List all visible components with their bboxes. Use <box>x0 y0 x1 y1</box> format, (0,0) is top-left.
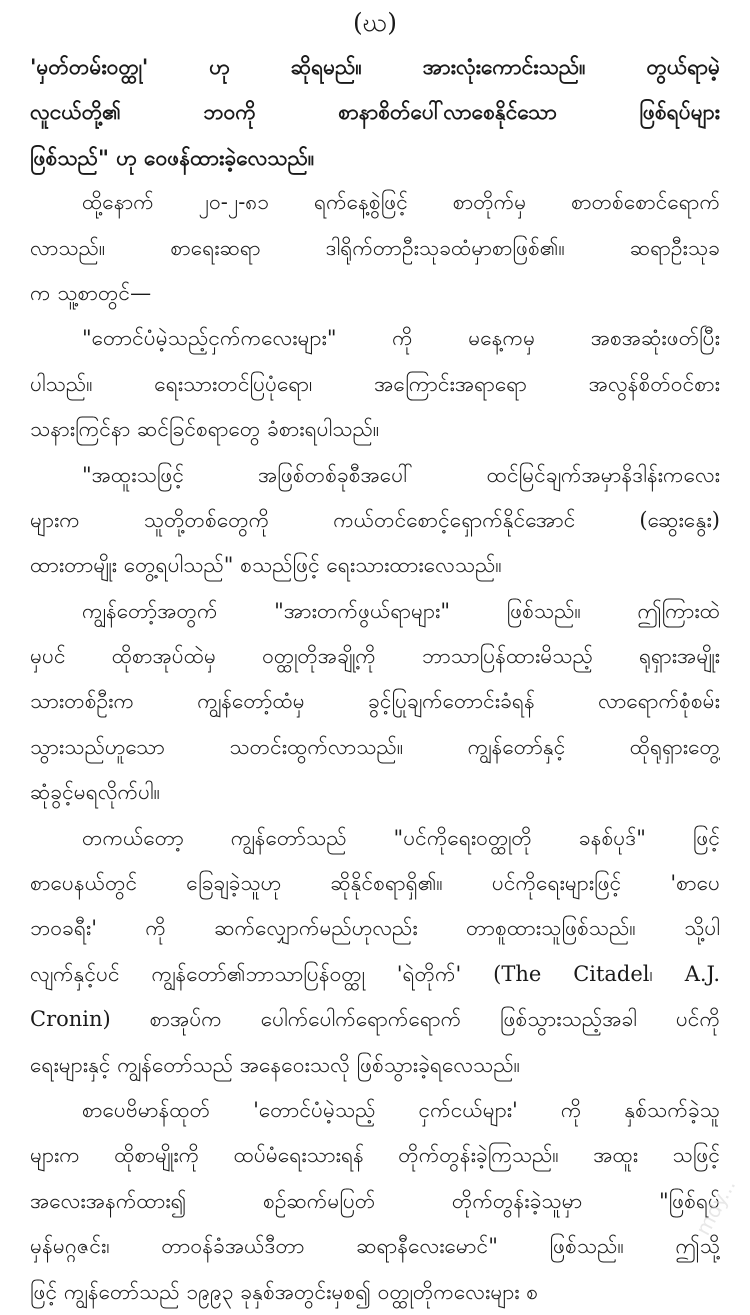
text-line: ဖြစ်သည်" ဟု ဝေဖန်ထားခဲ့လေသည်။ <box>30 144 315 170</box>
text-line: လျက်နှင့်ပင် ကျွန်တော်၏ဘာသာပြန်ဝတ္ထု 'ရဲတိုက်' (The Citadel၊ A.J. <box>30 961 720 986</box>
text-line: မှန်မဂ္ဂဇင်း၊ တာဝန်ခံအယ်ဒီတာ ဆရာနီလေးမောင်" ဖြစ်သည်။ ဤသို့ <box>30 1234 720 1259</box>
text-line: ဆုံခွင့်မရလိုက်ပါ။ <box>30 780 161 805</box>
text-line: စာပေဗိမာန်ထုတ် 'တောင်ပံမဲ့သည့် ငှက်ငယ်များ' ကို နှစ်သက်ခဲ့သူ <box>82 1097 720 1122</box>
watermark: mdy... <box>690 1174 740 1240</box>
text-line: အလေးအနက်ထား၍ စဉ်ဆက်မပြတ် တိုက်တွန်းခဲ့သူမှာ "ဖြစ်ရပ် <box>30 1188 720 1213</box>
text-line: ပါသည်။ ရေးသားတင်ပြပုံရော၊ အကြောင်းအရာရော အလွန်စိတ်ဝင်စား <box>30 371 720 396</box>
text-line: မှပင် ထိုစာအုပ်ထဲမှ ဝတ္ထုတိုအချို့ကို ဘာသာပြန်ထားမိသည့် ရုရှားအမျိုး <box>30 644 720 669</box>
text-line: များက ထိုစာမျိုးကို ထပ်မံရေးသားရန် တိုက်တွန်းခဲ့ကြသည်။ အထူး သဖြင့် <box>30 1143 720 1168</box>
text-line: စာပေနယ်တွင် ခြေချခဲ့သူဟု ဆိုနိုင်စရာရှိ၏။ ပင်ကိုရေးများဖြင့် 'စာပေ <box>30 871 720 896</box>
text-line: ထားတာမျိုး တွေ့ရပါသည်" စသည်ဖြင့် ရေးသားထားလေသည်။ <box>30 553 502 578</box>
text-line: "တောင်ပံမဲ့သည့်ငှက်ကလေးများ" ကို မနေ့ကမှ အစအဆုံးဖတ်ပြီး <box>82 326 720 351</box>
text-line: သွားသည်ဟူသော သတင်းထွက်လာသည်။ ကျွန်တော်နှင့် ထိုရုရှားတွေ့ <box>30 734 720 759</box>
text-line: 'မှတ်တမ်းဝတ္ထု' ဟု ဆိုရမည်။ အားလုံးကောင်းသည်။ တွယ်ရာမဲ့ <box>30 54 720 79</box>
text-line: က သူ့စာတွင်— <box>30 280 152 305</box>
text-line: ထို့နောက် ၂၀-၂-၈၁ ရက်နေ့စွဲဖြင့် စာတိုက်မှ စာတစ်စောင်ရောက် <box>82 190 720 215</box>
page-number: (ဃ) <box>353 8 397 37</box>
text-line: Cronin) စာအုပ်က ပေါက်ပေါက်ရောက်ရောက် ဖြစ်သွားသည့်အခါ ပင်ကို <box>30 1007 720 1032</box>
text-line: ကျွန်တော့်အတွက် "အားတက်ဖွယ်ရာများ" ဖြစ်သည်။ ဤကြားထဲ <box>82 598 720 623</box>
text-line: သားတစ်ဦးက ကျွန်တော့်ထံမှ ခွင့်ပြုချက်တောင်းခံရန် လာရောက်စုံစမ်း <box>30 689 720 714</box>
text-line: ဖြင့် ကျွန်တော်သည် ၁၉၉၃ ခုနှစ်အတွင်းမှစ၍ ဝတ္ထုတိုကလေးများ စ <box>30 1279 539 1304</box>
text-line: ဘဝခရီး' ကို ဆက်လျှောက်မည်ဟုလည်း တာစူထားသူဖြစ်သည်။ သို့ပါ <box>30 916 720 941</box>
text-line: တကယ်တော့ ကျွန်တော်သည် "ပင်ကိုရေးဝတ္ထုတို ခနစ်ပုဒ်" ဖြင့် <box>82 825 720 850</box>
text-line: သနားကြင်နာ ဆင်ခြင်စရာတွေ ခံစားရပါသည်။ <box>30 417 380 442</box>
body-text <box>30 44 720 1315</box>
text-line: "အထူးသဖြင့် အဖြစ်တစ်ခုစီအပေါ် ထင်မြင်ချက်အမှာနိဒါန်းကလေး <box>82 462 720 487</box>
text-line: ရေးများနှင့် ကျွန်တော်သည် အနေဝေးသလို ဖြစ်သွားခဲ့ရလေသည်။ <box>30 1052 521 1077</box>
text-line: လာသည်။ စာရေးဆရာ ဒါရိုက်တာဦးသုခထံမှာစာဖြစ်၏။ ဆရာဦးသုခ <box>30 235 720 260</box>
text-line: များက သူတို့တစ်တွေကို ကယ်တင်စောင့်ရှောက်နိုင်အောင် (ဆွေးနွေး) <box>30 507 720 532</box>
text-line: လူငယ်တို့၏ ဘဝကို စာနာစိတ်ပေါ်လာစေနိုင်သော ဖြစ်ရပ်များ <box>30 99 720 125</box>
